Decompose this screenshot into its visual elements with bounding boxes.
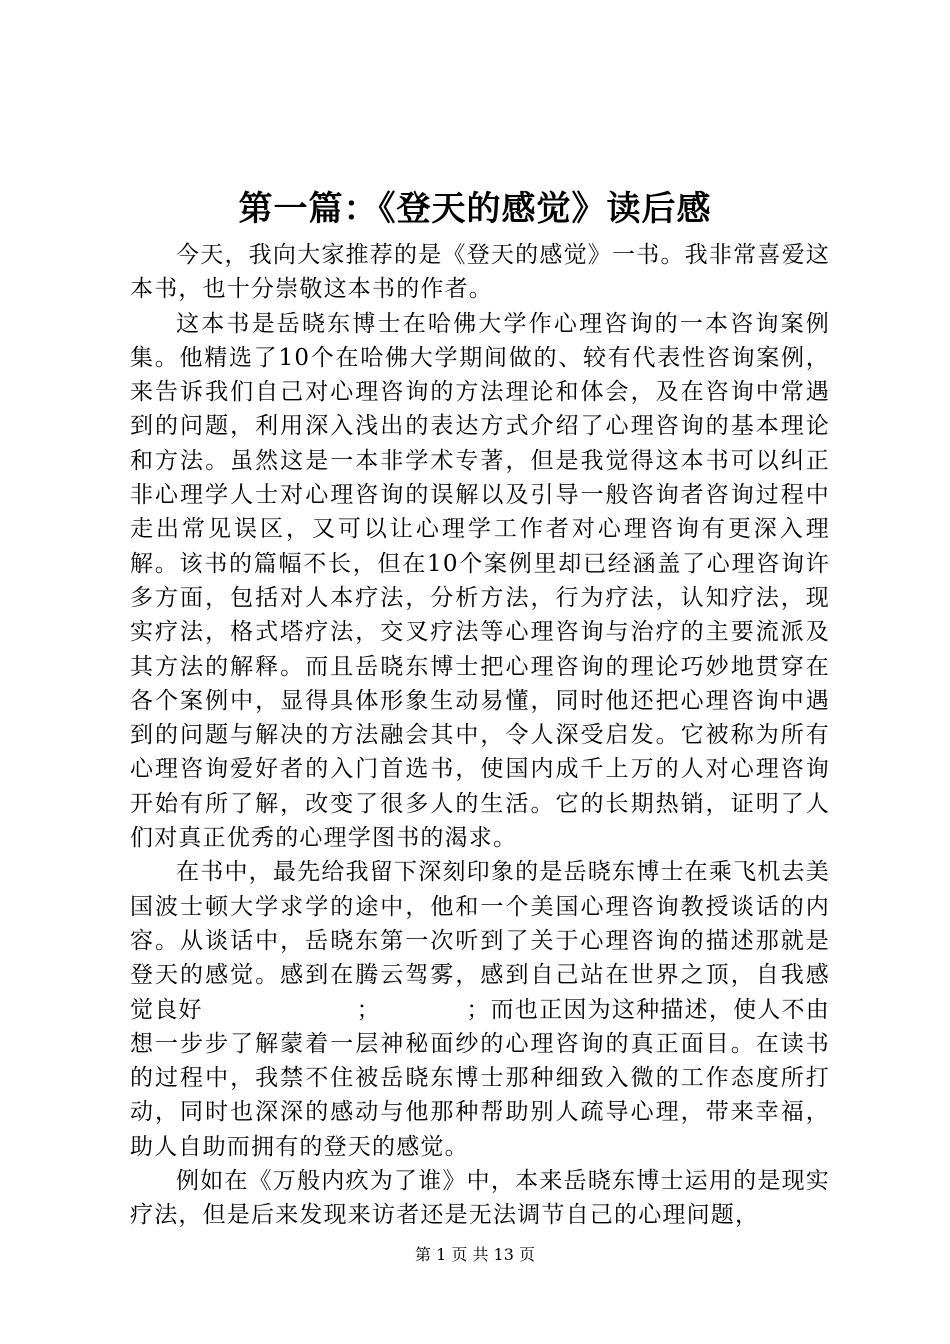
paragraph-3: 在书中，最先给我留下深刻印象的是岳晓东博士在乘飞机去美国波士顿大学求学的途中，他和一个美国心理咨询教授谈话的内容。从谈话中，岳晓东第一次听到了关于心理咨询的描述那就是登天的感觉。感到在腾云驾雾，感到自己站在世界之顶，自我感觉良好 ； ；而也正因为这种描述，使人不由想一步步了解蒙着一层神秘面纱的心理咨询的真正面目。在读书的过程中，我禁不住被岳晓东博士那种细致入微的工作态度所打动，同时也深深的感动与他那种帮助别人疏导心理，带来幸福，助人自助而拥有的登天的感觉。 <box>130 859 830 1160</box>
paragraph-2: 这本书是岳晓东博士在哈佛大学作心理咨询的一本咨询案例集。他精选了10个在哈佛大学期间做的、较有代表性咨询案例，来告诉我们自己对心理咨询的方法理论和体会，及在咨询中常遇到的问题，利用深入浅出的表达方式介绍了心理咨询的基本理论和方法。虽然这是一本非学术专著，但是我觉得这本书可以纠正非心理学人士对心理咨询的误解以及引导一般咨询者咨询过程中走出常见误区，又可以让心理学工作者对心理咨询有更深入理解。该书的篇幅不长，但在10个案例里却已经涵盖了心理咨询许多方面，包括对人本疗法，分析方法，行为疗法，认知疗法，现实疗法，格式塔疗法，交叉疗法等心理咨询与治疗的主要流派及其方法的解释。而且岳晓东博士把心理咨询的理论巧妙地贯穿在各个案例中，显得具体形象生动易懂，同时他还把心理咨询中遇到的问题与解决的方法融会其中，令人深受启发。它被称为所有心理咨询爱好者的入门首选书，使国内成千上万的人对心理咨询开始有所了解，改变了很多人的生活。它的长期热销，证明了人们对真正优秀的心理学图书的渴求。 <box>130 310 830 852</box>
page-footer: 第 1 页 共 13 页 <box>415 1245 535 1264</box>
document-body <box>130 238 830 1233</box>
document-title: 第一篇：《登天的感觉》读后感 <box>238 189 712 229</box>
paragraph-1: 今天，我向大家推荐的是《登天的感觉》一书。我非常喜爱这本书，也十分崇敬这本书的作者。 <box>130 242 830 303</box>
paragraph-4: 例如在《万般内疚为了谁》中，本来岳晓东博士运用的是现实疗法，但是后来发现来访者还是无法调节自己的心理问题， <box>130 1168 830 1229</box>
